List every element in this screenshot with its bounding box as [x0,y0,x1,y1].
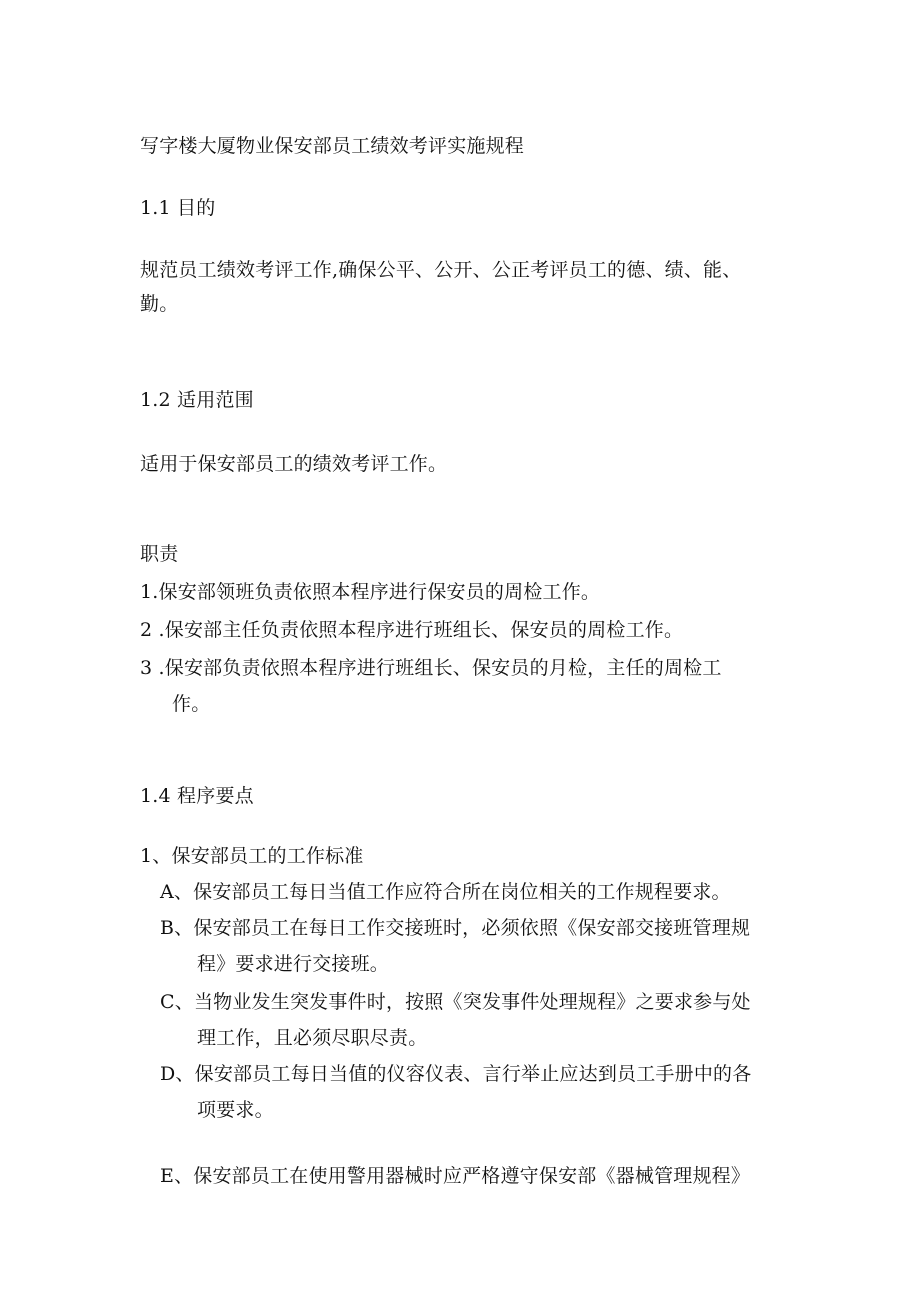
procedure-item-d-line-2: 项要求。 [197,1099,274,1121]
procedure-item-e: E、保安部员工在使用警用器械时应严格遵守保安部《器械管理规程》 [160,1165,751,1187]
procedure-item-b-line-1: B、保安部员工在每日工作交接班时，必须依照《保安部交接班管理规 [160,917,751,939]
scope-text: 适用于保安部员工的绩效考评工作。 [140,453,448,475]
section-heading-scope: 1.2 适用范围 [140,389,254,411]
procedure-item-d-line-1: D、保安部员工每日当值的仪容仪表、言行举止应达到员工手册中的各 [160,1063,752,1085]
procedure-item-c-line-2: 理工作，且必须尽职尽责。 [197,1027,428,1049]
procedure-item-a: A、保安部员工每日当值工作应符合所在岗位相关的工作规程要求。 [160,881,731,903]
procedure-item-b-line-2: 程》要求进行交接班。 [197,953,390,975]
duty-item-3-line-2: 作。 [172,693,211,715]
duty-item-3-line-1: 3 .保安部负责依照本程序进行班组长、保安员的月检，主任的周检工 [140,657,722,679]
duty-item-2: 2 .保安部主任负责依照本程序进行班组长、保安员的周检工作。 [140,619,684,641]
document-title: 写字楼大厦物业保安部员工绩效考评实施规程 [140,135,525,157]
purpose-text-line-2: 勤。 [140,293,179,315]
purpose-text-line-1: 规范员工绩效考评工作,确保公平、公开、公正考评员工的德、绩、能、 [140,259,742,281]
section-heading-purpose: 1.1 目的 [140,197,216,219]
section-heading-procedure: 1.4 程序要点 [140,785,254,807]
procedure-item-c-line-1: C、当物业发生突发事件时，按照《突发事件处理规程》之要求参与处 [160,991,751,1013]
duty-item-1: 1.保安部领班负责依照本程序进行保安员的周检工作。 [140,581,601,603]
section-heading-duties: 职责 [140,543,179,565]
procedure-subheading: 1、保安部员工的工作标准 [140,845,364,867]
